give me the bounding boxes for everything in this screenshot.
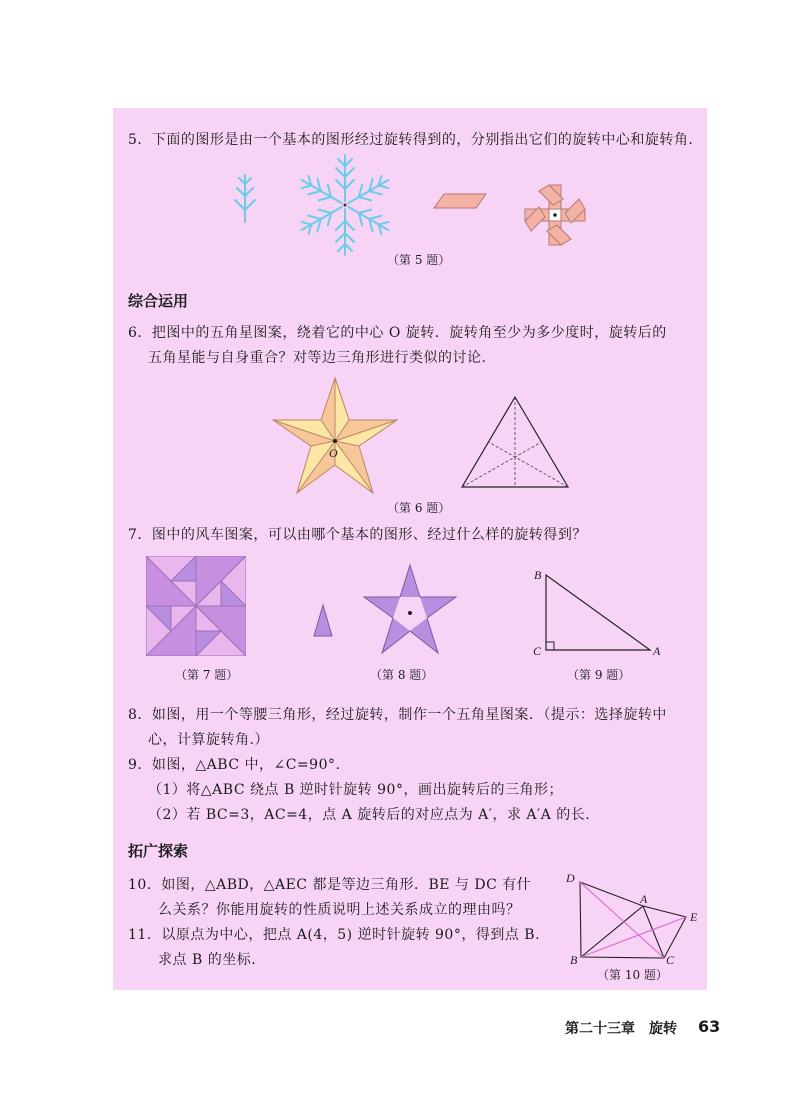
problem-7-text: 7．图中的风车图案，可以由哪个基本的图形、经过什么样的旋转得到？ [128,527,587,543]
problem-6-line-1: 6．把图中的五角星图案，绕着它的中心 O 旋转．旋转角至少为多少度时，旋转后的 [128,325,667,341]
problem-6-line-2: 五角星能与自身重合？对等边三角形进行类似的讨论. [148,350,487,366]
five-pointed-star-figure [265,373,405,503]
vertex-c-label: C [533,644,542,658]
page-number: 63 [698,1017,721,1036]
purple-star-figure [362,563,458,657]
equilateral-triangle-figure [455,392,575,492]
vertex-e-label: E [690,910,698,924]
figure-7-caption: （第 7 题） [175,668,239,682]
figure-6-caption: （第 6 题） [387,501,451,515]
star-center-label: O [329,446,338,460]
problem-10-line-2: 么关系？你能用旋转的性质说明上述关系成立的理由吗？ [158,902,521,918]
exercise-panel [113,108,707,990]
isosceles-triangle-figure [312,603,334,639]
vertex-d-label: D [566,871,575,885]
problem-10-line-1: 10．如图，△ABD，△AEC 都是等边三角形．BE 与 DC 有什 [128,877,532,893]
small-branch-figure [225,170,275,225]
two-equilateral-triangles-figure [560,870,705,965]
snowflake-figure [290,150,400,260]
parallelogram-figure [430,192,490,212]
problem-8-line-1: 8．如图，用一个等腰三角形，经过旋转，制作一个五角星图案．（提示：选择旋转中 [128,707,667,723]
problem-5-text: 5．下面的图形是由一个基本的图形经过旋转得到的，分别指出它们的旋转中心和旋转角. [128,132,694,148]
right-triangle-figure [530,565,670,660]
vertex-b-label: B [534,568,542,582]
figure-10-caption: （第 10 题） [597,968,668,982]
parallelogram-pinwheel-figure [500,180,610,250]
problem-11-line-2: 求点 B 的坐标. [158,952,257,968]
section-heading-tuoguang: 拓广探索 [128,842,189,860]
pinwheel-figure [146,556,246,656]
figure-5-caption: （第 5 题） [387,253,451,267]
problem-9-line-3: （2）若 BC=3，AC=4，点 A 旋转后的对应点为 A′，求 A′A 的长. [148,807,591,823]
vertex-a-label-fig10: A [640,892,648,906]
chapter-title: 第二十三章 旋转 [565,1021,677,1037]
problem-9-line-2: （1）将△ABC 绕点 B 逆时针旋转 90°，画出旋转后的三角形； [148,782,563,798]
problem-9-line-1: 9．如图，△ABC 中，∠C=90°. [128,757,341,773]
problem-8-line-2: 心，计算旋转角.） [148,732,269,748]
vertex-c-label-fig10: C [666,953,675,965]
problem-11-line-1: 11．以原点为中心，把点 A(4，5) 逆时针旋转 90°，得到点 B. [128,927,541,943]
figure-9-caption: （第 9 题） [567,668,631,682]
vertex-a-label: A [653,644,661,658]
section-heading-zonghe: 综合运用 [128,292,189,310]
figure-8-caption: （第 8 题） [370,668,434,682]
vertex-b-label-fig10: B [570,953,578,965]
